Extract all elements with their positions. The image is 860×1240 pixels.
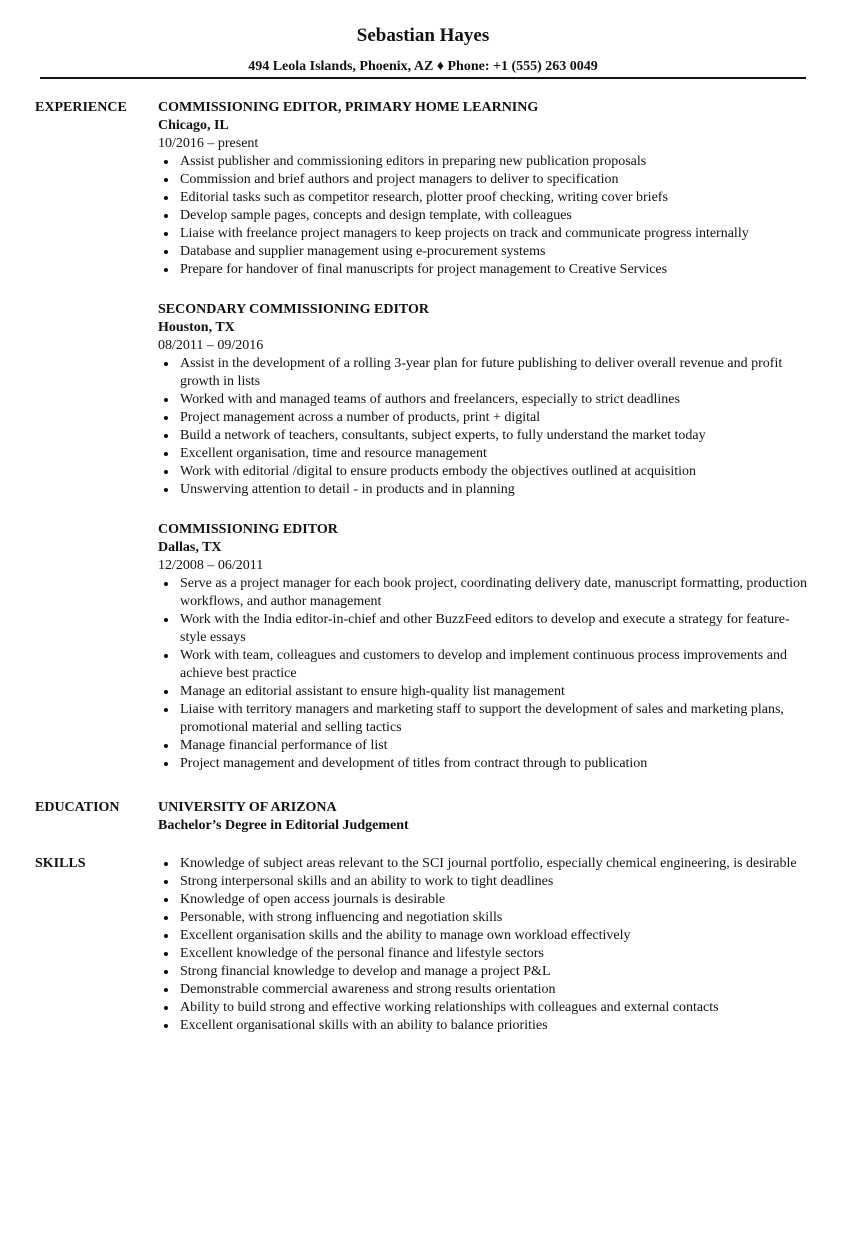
job-location: Houston, TX [158,320,235,335]
bullet-item: Database and supplier management using e-procurement systems [158,243,808,261]
skill-item: Excellent organisation skills and the ability to manage own workload effectively [158,927,808,945]
bullet-item: Project management across a number of products, print + digital [158,409,808,427]
job-bullets [158,153,808,279]
skill-item: Ability to build strong and effective working relationships with colleagues and external contacts [158,999,808,1017]
job-bullets [158,355,808,499]
bullet-item: Build a network of teachers, consultants, subject experts, to fully understand the market today [158,427,808,445]
section-label-experience: EXPERIENCE [35,100,127,115]
job-entry [158,99,808,279]
job-dates: 08/2011 – 09/2016 [158,338,264,353]
skill-item: Strong financial knowledge to develop and manage a project P&L [158,963,808,981]
job-dates: 12/2008 – 06/2011 [158,558,264,573]
bullet-item: Worked with and managed teams of authors and freelancers, especially to strict deadlines [158,391,808,409]
skills-body [158,855,808,1035]
bullet-item: Unswerving attention to detail - in products and in planning [158,481,808,499]
skill-item: Strong interpersonal skills and an ability to work to tight deadlines [158,873,808,891]
job-bullets [158,575,808,773]
bullet-item: Develop sample pages, concepts and design template, with colleagues [158,207,808,225]
education-body [158,799,808,835]
skill-item: Personable, with strong influencing and negotiation skills [158,909,808,927]
job-dates: 10/2016 – present [158,136,259,151]
education-school: UNIVERSITY OF ARIZONA [158,800,337,815]
bullet-item: Editorial tasks such as competitor research, plotter proof checking, writing cover briefs [158,189,808,207]
experience-body [158,99,808,795]
bullet-item: Project management and development of titles from contract through to publication [158,755,808,773]
bullet-item: Manage financial performance of list [158,737,808,755]
bullet-item: Work with the India editor-in-chief and other BuzzFeed editors to develop and execute a strategy for feature-style essays [158,611,808,647]
skill-item: Knowledge of subject areas relevant to the SCI journal portfolio, especially chemical engineering, is desirable [158,855,808,873]
bullet-item: Liaise with territory managers and marketing staff to support the development of sales and marketing plans, promotional material and selling tactics [158,701,808,737]
job-location: Chicago, IL [158,118,229,133]
job-title: COMMISSIONING EDITOR, PRIMARY HOME LEARNING [158,100,539,115]
bullet-item: Assist publisher and commissioning editors in preparing new publication proposals [158,153,808,171]
section-label-education: EDUCATION [35,800,120,815]
bullet-item: Excellent organisation, time and resource management [158,445,808,463]
candidate-name: Sebastian Hayes [356,25,490,46]
bullet-item: Work with team, colleagues and customers to develop and implement continuous process improvements and achieve best practice [158,647,808,683]
bullet-item: Commission and brief authors and project managers to deliver to specification [158,171,808,189]
section-label-skills: SKILLS [35,856,86,871]
education-degree: Bachelor’s Degree in Editorial Judgement [158,818,409,833]
bullet-item: Serve as a project manager for each book project, coordinating delivery date, manuscript formatting, production workflows, and author management [158,575,808,611]
bullet-item: Prepare for handover of final manuscripts for project management to Creative Services [158,261,808,279]
bullet-item: Assist in the development of a rolling 3-year plan for future publishing to deliver overall revenue and profit growth in lists [158,355,808,391]
job-entry [158,301,808,499]
bullet-item: Liaise with freelance project managers to keep projects on track and communicate progress internally [158,225,808,243]
skill-item: Demonstrable commercial awareness and strong results orientation [158,981,808,999]
contact-line: 494 Leola Islands, Phoenix, AZ ♦ Phone: +1 (555) 263 0049 [248,59,598,74]
skill-item: Excellent organisational skills with an ability to balance priorities [158,1017,808,1035]
bullet-item: Manage an editorial assistant to ensure high-quality list management [158,683,808,701]
header-divider [40,77,806,79]
skills-list [158,855,808,1035]
skill-item: Knowledge of open access journals is desirable [158,891,808,909]
bullet-item: Work with editorial /digital to ensure products embody the objectives outlined at acquisition [158,463,808,481]
job-location: Dallas, TX [158,540,222,555]
job-title: SECONDARY COMMISSIONING EDITOR [158,302,429,317]
skill-item: Excellent knowledge of the personal finance and lifestyle sectors [158,945,808,963]
job-entry [158,521,808,773]
job-title: COMMISSIONING EDITOR [158,522,338,537]
